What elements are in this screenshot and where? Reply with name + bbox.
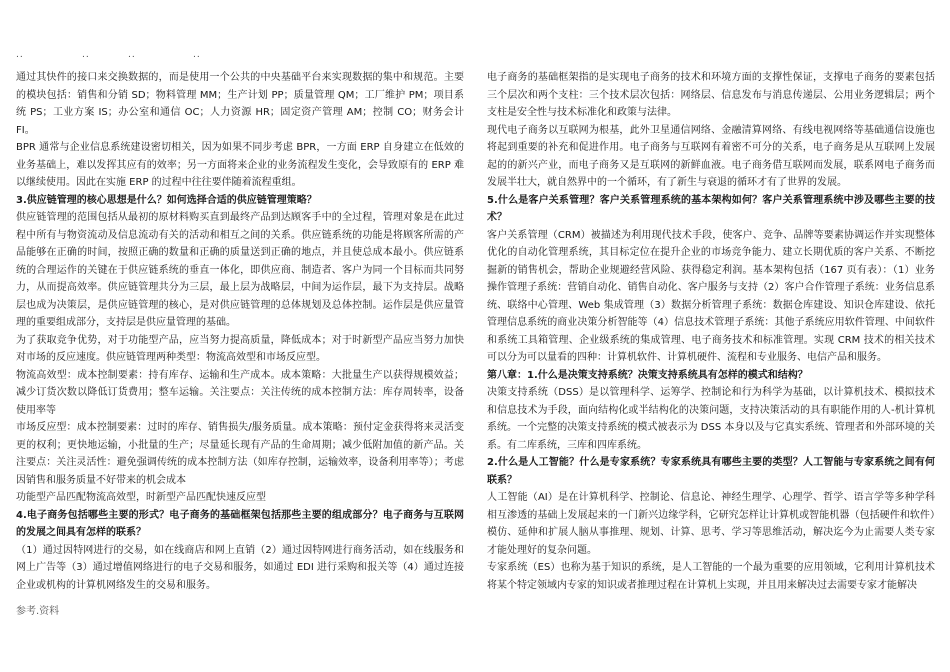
chapter-8-question-1-heading: 第八章：1.什么是决策支持系统？决策支持系统具有怎样的模式和结构？ bbox=[487, 369, 808, 381]
question-3-heading: 3.供应链管理的核心思想是什么？如何选择合适的供应链管理策略？ bbox=[16, 194, 317, 206]
header-mark: .. bbox=[128, 50, 136, 60]
paragraph-market-responsive: 市场反应型：成本控制要素：过时的库存、销售损失/服务质量。成本策略：预付定金获得将来灵活变更的权利；更快地运输，小批量的生产；尽量延长现有产品的生命周期；减少低附加值的新产品。关注要点：关注灵活性：避免强调传统的成本控制方法（如库存控制，运输效率，设备利用率等）；考虑因销售和服务质量不好带来的机会成本 bbox=[16, 422, 464, 486]
paragraph-crm: 客户关系管理（CRM）被描述为利用现代技术手段，使客户、竞争、品牌等要素协调运作并实现整体优化的自动化管理系统，其目标定位在提升企业的市场竞争能力、建立长期优质的客户关系、不断挖掘新的销售机会，帮助企业规避经营风险、获得稳定利润。基本架构包括（167 页有表）：（1）业务操作管理子系统：营销自动化、销售自动化、客户服务与支持（2）客户合作管理子系统：业务信息系统、联络中心管理、Web 集成管理（3）数据分析管理子系统：数据仓库建设、知识仓库建设、依托管理信息系统的商业决策分析智能等（4）信息技术管理子系统：其他子系统应用软件管理、中间软件和系统工具箱管理、企业级系统的集成管理、电子商务技术和标准管理。实现 CRM 技术的相关技术可以分为可以量看的四种：计算机软件、计算机硬件、流程和专业服务、电信产品和服务。 bbox=[487, 229, 935, 363]
footer-label: 参考.资料 bbox=[16, 606, 60, 617]
header-marks bbox=[16, 50, 316, 62]
paragraph-ai: 人工智能（AI）是在计算机科学、控制论、信息论、神经生理学、心理学、哲学、语言学等多种学科相互渗透的基础上发展起来的一门新兴边缘学科，它研究怎样让计算机或智能机器（包括硬件和软件）模仿、延伸和扩展人脑从事推理、规划、计算、思考、学习等思维活动，解决迄今为止需要人类专家才能处理好的复杂问题。 bbox=[487, 492, 935, 556]
question-5-heading: 5.什么是客户关系管理？客户关系管理系统的基本架构如何？客户关系管理系统中涉及哪些主要的技术？ bbox=[487, 194, 935, 223]
paragraph-logistics-efficient: 物流高效型：成本控制要素：持有库存、运输和生产成本。成本策略：大批量生产以获得规模效益；减少订货次数以降低订货费用；整车运输。关注要点：关注传统的成本控制方法：库存周转率，设备使用率等 bbox=[16, 369, 464, 416]
question-4-heading: 4.电子商务包括哪些主要的形式？电子商务的基础框架包括那些主要的组成部分？电子商务与互联网的发展之间具有怎样的联系？ bbox=[16, 509, 464, 538]
paragraph-expert-system: 专家系统（ES）也称为基于知识的系统，是人工智能的一个最为重要的应用领域，它利用计算机技术将某个特定领域内专家的知识或者推理过程在计算机上实现，并且用来解决过去需要专家才能解决 bbox=[487, 562, 935, 591]
header-mark: .. bbox=[193, 50, 201, 60]
paragraph-erp-modules: 通过其快件的接口来交换数据的，而是使用一个公共的中央基础平台来实现数据的集中和规范。主要的模块包括：销售和分销 SD；物料管理 MM；生产计划 PP；质量管理 QM；工厂维护 PM；项目系统 PS；工业方案 IS；办公室和通信 OC；人力资源 HR；固定资产管理 AM；控制 CO；财务会计 FI。 bbox=[16, 72, 464, 136]
question-2-heading: 2.什么是人工智能？什么是专家系统？专家系统具有哪些主要的类型？人工智能与专家系统之间有何联系？ bbox=[487, 457, 935, 486]
header-mark: .. bbox=[82, 50, 90, 60]
paragraph-matching: 功能型产品匹配物流高效型，时新型产品匹配快速反应型 bbox=[16, 492, 266, 503]
left-column bbox=[16, 69, 464, 594]
header-mark: .. bbox=[16, 50, 24, 60]
paragraph-ecommerce-forms: （1）通过因特网进行的交易，如在线商店和网上直销（2）通过因特网进行商务活动，如在线服务和网上广告等（3）通过增值网络进行的电子交易和服务，如通过 EDI 进行采购和报关等（4）通过连接企业或机构的计算机网络发生的交易和服务。 bbox=[16, 544, 464, 591]
paragraph-ecommerce-framework: 电子商务的基础框架指的是实现电子商务的技术和环境方面的支撑性保证，支撑电子商务的要素包括三个层次和两个支柱：三个技术层次包括：网络层、信息发布与消息传递层、公用业务逻辑层；两个支柱是安全性与技术标准化和政策与法律。 bbox=[487, 72, 935, 118]
paragraph-scm-strategy: 为了获取竞争优势，对于功能型产品，应当努力提高质量，降低成本；对于时新型产品应当努力加快对市场的反应速度。供应链管理两种类型：物流高效型和市场反应型。 bbox=[16, 334, 464, 363]
paragraph-bpr: BPR 通常与企业信息系统建设密切相关，因为如果不同步考虑 BPR，一方面 ERP 自身建立在低效的业务基础上，难以发挥其应有的效率；另一方面将来企业的业务流程发生变化，会导致原有的 ERP 难以继续使用。因此在实施 ERP 的过程中往往要伴随着流程重组。 bbox=[16, 142, 464, 188]
paragraph-dss: 决策支持系统（DSS）是以管理科学、运筹学、控制论和行为科学为基础，以计算机技术、模拟技术和信息技术为手段，面向结构化或半结构化的决策问题，支持决策活动的具有职能作用的人-机计算机系统。一个完整的决策支持系统的模式被表示为 DSS 本身以及与它真实系统、管理者和外部环境的关系。有二库系统，三库和四库系统。 bbox=[487, 387, 935, 451]
right-column bbox=[487, 69, 935, 594]
paragraph-scm-scope: 供应链管理的范围包括从最初的原材料购买直到最终产品到达顾客手中的全过程，管理对象是在此过程中所有与物资流动及信息流动有关的活动和相互之间的关系。供应链系统的功能是将顾客所需的产品能够在正确的时间，按照正确的数量和正确的质量送到正确的地点，并且使总成本最小。供应链系统的合理运作的关键在于供应链系统的垂直一体化，即供应商、制造者、客户为同一个目标而共同努力，从而提高效率。供应链管理共分为三层，最上层为战略层，中间为运作层，最下为支持层。战略层也成为决策层，是供应链管理的核心，是对供应链管理的总体规划及总体控制。运作层是供应量管理的重要组成部分，支持层是供应量管理的基础。 bbox=[16, 212, 464, 328]
paragraph-ecommerce-internet: 现代电子商务以互联网为根基，此外卫星通信网络、金融清算网络、有线电视网络等基础通信设施也将起到重要的补充和促进作用。电子商务与互联网有着密不可分的关系，电子商务是从互联网上发展起的的新兴产业，而电子商务又是互联网的新鲜血液。电子商务借互联网而发展，联系网电子商务而发展半壮大，就自然界中的一个循环，有了新生与衰退的循环才有了世界的发展。 bbox=[487, 124, 935, 188]
